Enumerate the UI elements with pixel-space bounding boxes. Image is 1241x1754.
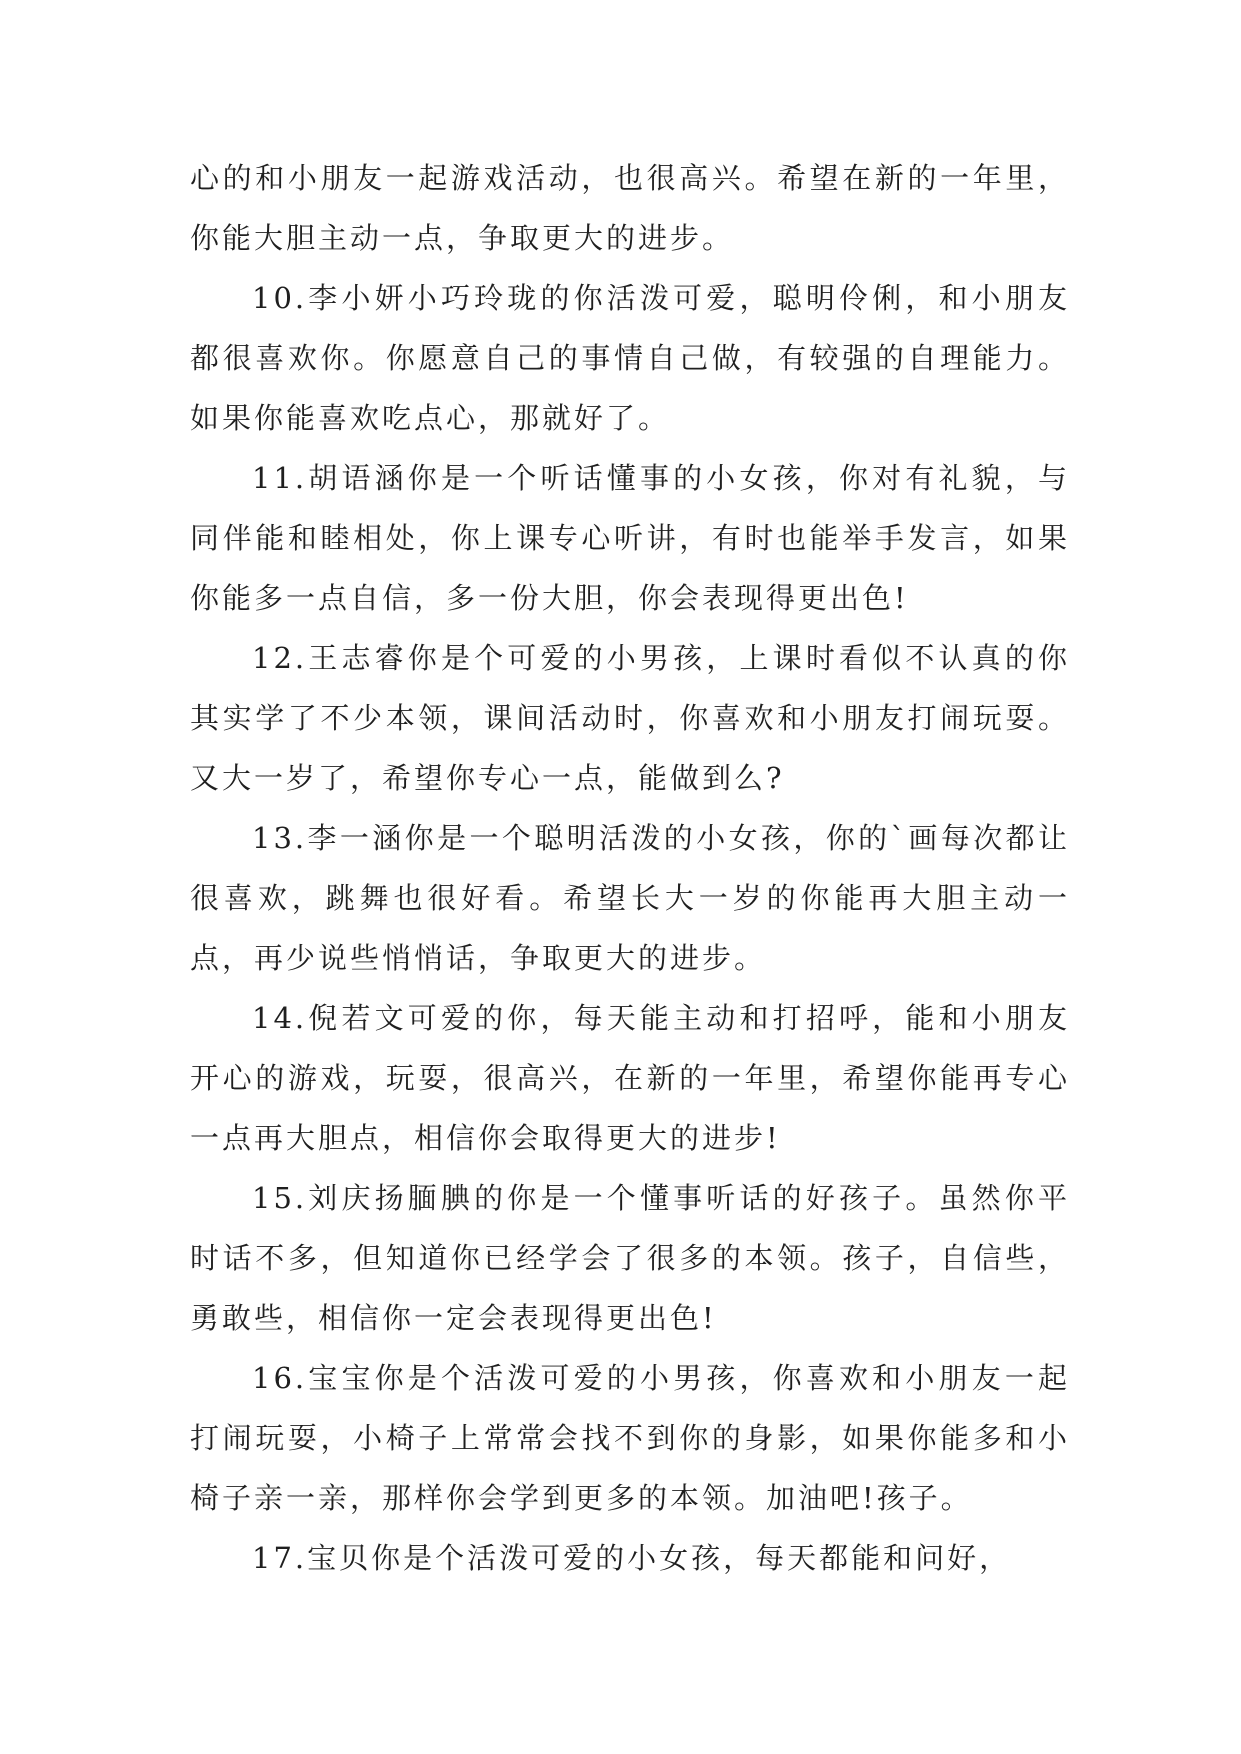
paragraph-comment-13: 13.李一涵你是一个聪明活泼的小女孩，你的`画每次都让很喜欢，跳舞也很好看。希望长大一岁的你能再大胆主动一点，再少说些悄悄话，争取更大的进步。 <box>190 821 1070 975</box>
paragraph-comment-10: 10.李小妍小巧玲珑的你活泼可爱，聪明伶俐，和小朋友都很喜欢你。你愿意自己的事情自己做，有较强的自理能力。如果你能喜欢吃点心，那就好了。 <box>190 281 1070 435</box>
paragraph-comment-16: 16.宝宝你是个活泼可爱的小男孩，你喜欢和小朋友一起打闹玩耍，小椅子上常常会找不到你的身影，如果你能多和小椅子亲一亲，那样你会学到更多的本领。加油吧!孩子。 <box>190 1361 1070 1515</box>
paragraph-continuation: 心的和小朋友一起游戏活动，也很高兴。希望在新的一年里，你能大胆主动一点，争取更大的进步。 <box>190 161 1070 255</box>
paragraph-comment-12: 12.王志睿你是个可爱的小男孩，上课时看似不认真的你其实学了不少本领，课间活动时，你喜欢和小朋友打闹玩耍。又大一岁了，希望你专心一点，能做到么? <box>190 641 1070 795</box>
paragraph-comment-11: 11.胡语涵你是一个听话懂事的小女孩，你对有礼貌，与同伴能和睦相处，你上课专心听讲，有时也能举手发言，如果你能多一点自信，多一份大胆，你会表现得更出色! <box>190 461 1070 615</box>
paragraph-comment-15: 15.刘庆扬腼腆的你是一个懂事听话的好孩子。虽然你平时话不多，但知道你已经学会了很多的本领。孩子，自信些，勇敢些，相信你一定会表现得更出色! <box>190 1181 1070 1335</box>
paragraph-comment-17: 17.宝贝你是个活泼可爱的小女孩，每天都能和问好， <box>252 1541 1012 1575</box>
paragraph-comment-14: 14.倪若文可爱的你，每天能主动和打招呼，能和小朋友开心的游戏，玩耍，很高兴，在新的一年里，希望你能再专心一点再大胆点，相信你会取得更大的进步! <box>190 1001 1070 1155</box>
document-page <box>190 148 1070 1588</box>
